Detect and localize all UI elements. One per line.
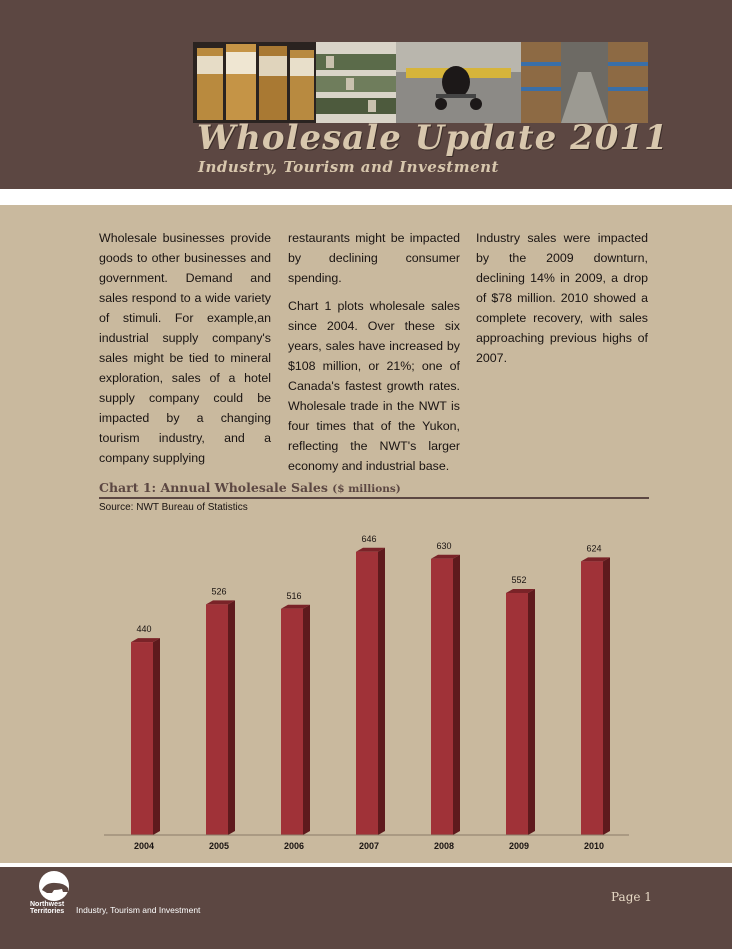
chart-bar-side [378,548,385,835]
chart-bar-side [153,638,160,835]
chart-data-label: 646 [361,533,377,544]
header-divider [0,189,732,205]
chart-bar-side [603,557,610,835]
logo-text-line2: Territories [30,908,65,914]
chart-title-rule [99,497,649,499]
bar-chart [99,530,639,850]
paragraph: Industry sales were impacted by the 2009 downturn, declining 14% in 2009, a drop of $78 million. 2010 showed a complete recovery, with sales approaching previous highs of 2007. [476,231,648,365]
chart-bar-side [528,589,535,835]
chart-x-tick-label: 2010 [583,841,605,850]
chart-title-unit: ($ millions) [332,483,401,495]
chart-x-tick-label: 2004 [133,841,155,850]
chart-x-tick-label: 2009 [508,841,530,850]
chart-data-label: 630 [436,540,452,551]
text-column-1 [99,228,271,476]
warehouse-shelves-photo [521,42,648,123]
paragraph: Chart 1 plots wholesale sales since 2004. Over these six years, sales have increased by $108 million, or 21%; one of Canada's fastest growth rates. Wholesale trade in the NWT is four times that of the Yukon, reflecting the NWT's larger economy and industrial base. [288,299,460,473]
chart-bar [356,552,378,835]
content-area [0,205,732,863]
chart-bar [581,561,603,835]
paragraph: restaurants might be impacted by declining consumer spending. [288,231,460,285]
page-subtitle: Industry, Tourism and Investment [198,158,499,176]
chart-bar-side [228,600,235,835]
chart-x-tick-label: 2005 [208,841,230,850]
chart-title [99,480,401,495]
chart-x-tick-label: 2007 [358,841,380,850]
logo-text-line1: Northwest [30,901,65,908]
chart-data-label: 624 [586,543,602,554]
text-column-3 [476,228,648,376]
chart-data-label: 552 [511,574,527,585]
bush-plane-photo [396,42,521,123]
chart-bar [506,593,528,835]
chart-bar [131,642,153,835]
chart-x-tick-label: 2006 [283,841,305,850]
text-column-2 [288,228,460,484]
chart-data-label: 526 [211,586,227,597]
header-photo-strip [193,42,648,123]
chart-bar-side [453,555,460,835]
paragraph: Wholesale businesses provide goods to other businesses and government. Demand and sales respond to a wide variety of stimuli. For example,an industrial supply company's sales might be tied to mineral exploration, sales of a hotel supply company could be impacted by a changing tourism industry, and a company supplying [99,231,271,465]
chart-bar [431,559,453,835]
page-title: Wholesale Update 2011 [197,118,669,158]
chart-x-tick-label: 2008 [433,841,455,850]
footer-org-name: Industry, Tourism and Investment [76,905,201,915]
chart-bar [206,604,228,835]
paint-cans-photo [193,42,316,123]
chart-bar [281,609,303,835]
page-number: Page 1 [611,890,652,904]
chart-data-label: 516 [286,590,302,601]
shelved-products-photo [316,42,396,123]
chart-title-main: Chart 1: Annual Wholesale Sales [99,480,328,495]
chart-source: Source: NWT Bureau of Statistics [99,502,248,513]
polar-bear-logo [30,868,78,914]
chart-bar-side [303,605,310,835]
chart-data-label: 440 [136,624,152,635]
